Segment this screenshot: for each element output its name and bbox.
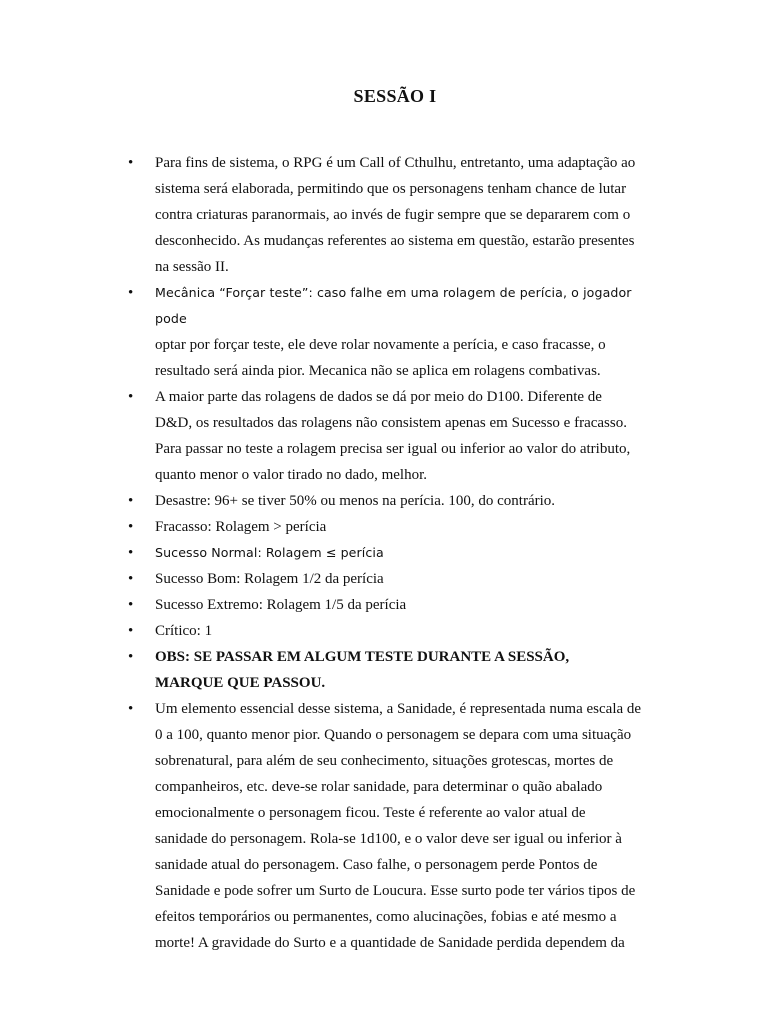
item-line: Crítico: 1 [155, 623, 213, 639]
item-line: D&D, os resultados das rolagens não consistem apenas em Sucesso e fracasso. [155, 415, 627, 431]
item-line: Sucesso Normal: Rolagem ≤ perícia [155, 545, 384, 560]
item-line: contra criaturas paranormais, ao invés de fugir sempre que se depararem com o [155, 207, 631, 223]
item-line: sanidade do personagem. Rola-se 1d100, e o valor deve ser igual ou inferior à [155, 831, 622, 847]
item-line: Sucesso Bom: Rolagem 1/2 da perícia [155, 571, 384, 587]
bullet-icon: • [128, 493, 134, 509]
list-item [0, 696, 660, 956]
list-item [0, 514, 660, 540]
item-line: na sessão II. [155, 259, 229, 275]
list-item [0, 384, 660, 488]
item-line: Para fins de sistema, o RPG é um Call of Cthulhu, entretanto, uma adaptação ao [155, 155, 636, 171]
page-title: SESSÃO I [353, 86, 437, 106]
bullet-icon: • [128, 571, 134, 587]
bullet-icon: • [128, 649, 134, 665]
item-line: quanto menor o valor tirado no dado, melhor. [155, 467, 428, 483]
item-line: Um elemento essencial desse sistema, a Sanidade, é representada numa escala de [155, 701, 642, 717]
item-line: optar por forçar teste, ele deve rolar novamente a perícia, e caso fracasse, o [155, 337, 606, 353]
item-line: Mecânica “Forçar teste”: caso falhe em uma rolagem de perícia, o jogador pode [155, 285, 632, 326]
item-line: Para passar no teste a rolagem precisa ser igual ou inferior ao valor do atributo, [155, 441, 631, 457]
list-item [0, 592, 660, 618]
bullet-icon: • [128, 597, 134, 613]
item-line: A maior parte das rolagens de dados se dá por meio do D100. Diferente de [155, 389, 602, 405]
item-line: sobrenatural, para além de seu conhecimento, situações grotescas, mortes de [155, 753, 614, 769]
item-line: 0 a 100, quanto menor pior. Quando o personagem se depara com uma situação [155, 727, 632, 743]
item-line: companheiros, etc. deve-se rolar sanidade, para determinar o quão abalado [155, 779, 603, 795]
item-line: sistema será elaborada, permitindo que os personagens tenham chance de lutar [155, 181, 627, 197]
bullet-icon: • [128, 519, 134, 535]
item-line: Desastre: 96+ se tiver 50% ou menos na perícia. 100, do contrário. [155, 493, 556, 509]
bullet-icon: • [128, 701, 134, 717]
item-line: OBS: SE PASSAR EM ALGUM TESTE DURANTE A SESSÃO, [155, 649, 570, 665]
item-line: Sucesso Extremo: Rolagem 1/5 da perícia [155, 597, 407, 613]
list-item [0, 280, 660, 384]
item-line: MARQUE QUE PASSOU. [155, 675, 326, 691]
item-line: morte! A gravidade do Surto e a quantidade de Sanidade perdida dependem da [155, 935, 625, 951]
item-line: Sanidade e pode sofrer um Surto de Loucura. Esse surto pode ter vários tipos de [155, 883, 636, 899]
bullet-icon: • [128, 623, 134, 639]
list-item [0, 618, 660, 644]
list-item [0, 150, 660, 280]
item-line: emocionalmente o personagem ficou. Teste é referente ao valor atual de [155, 805, 586, 821]
list-item [0, 488, 660, 514]
item-line: desconhecido. As mudanças referentes ao sistema em questão, estarão presentes [155, 233, 635, 249]
bullet-icon: • [128, 545, 134, 561]
rules-list [0, 150, 768, 956]
bullet-icon: • [128, 389, 134, 405]
item-line: resultado será ainda pior. Mecanica não se aplica em rolagens combativas. [155, 363, 601, 379]
list-item [0, 644, 660, 696]
item-line: Fracasso: Rolagem > perícia [155, 519, 327, 535]
list-item [0, 540, 660, 566]
item-line: efeitos temporários ou permanentes, como alucinações, fobias e até mesmo a [155, 909, 617, 925]
item-line: sanidade atual do personagem. Caso falhe, o personagem perde Pontos de [155, 857, 598, 873]
bullet-icon: • [128, 155, 134, 171]
list-item [0, 566, 660, 592]
bullet-icon: • [128, 285, 134, 301]
